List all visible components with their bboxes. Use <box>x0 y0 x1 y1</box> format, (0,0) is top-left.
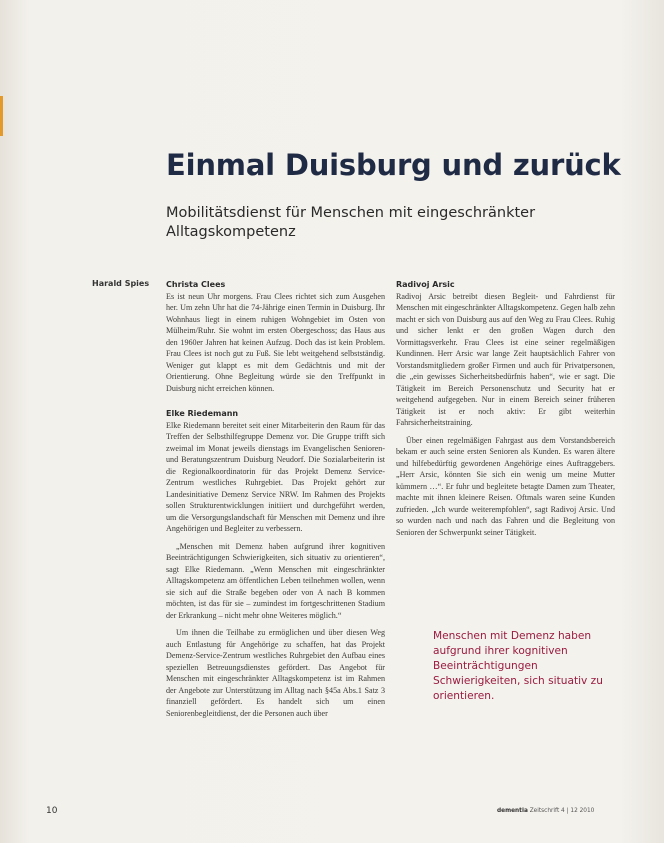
article-subtitle: Mobilitätsdienst für Menschen mit eingeschränkter Alltagskompetenz <box>166 205 536 240</box>
section-heading-christa: Christa Clees <box>166 280 226 289</box>
article-title: Einmal Duisburg und zurück <box>166 148 621 182</box>
footer-publication <box>497 808 594 814</box>
paragraph-elke-3: Um ihnen die Teilhabe zu ermöglichen und über diesen Weg auch Entlastung für Angehörige zu schaffen, hat das Projekt Demenz-Service-Zentrum westliches Ruhrgebiet den Aufbau eines speziellen Betreuungsdienstes gefördert. Das Angebot für Menschen mit eingeschränkter Alltagskompetenz ist im Rahmen der Angebote zur Unterstützung im Alltag nach §45a Abs.1 Satz 3 finanziell gefördert. Es handelt sich um einen Seniorenbegleitdienst, der die Personen auch über <box>166 628 385 718</box>
pull-quote: Menschen mit Demenz haben aufgrund ihrer kognitiven Beeinträchtigungen Schwierigkeiten, sich situativ zu orientieren. <box>433 630 603 702</box>
paragraph-christa: Es ist neun Uhr morgens. Frau Clees richtet sich zum Ausgehen her. Um zehn Uhr hat die 74-Jährige einen Termin in Duisburg. Ihr Wohnhaus liegt in einem ruhigen Wohngebiet im Osten von Mülheim/Ruhr. Sie wohnt im ersten Obergeschoss; das Haus aus den 1960er Jahren hat keinen Aufzug. Doch das ist kein Problem. Frau Clees ist noch gut zu Fuß. Sie lebt weitgehend selbstständig. Weniger gut klappt es mit dem Gedächtnis und mit der Orientierung. Ohne Begleitung würde sie den Treffpunkt in Duisburg nicht erreichen können. <box>166 291 385 393</box>
footer-brand: dementia <box>497 808 528 814</box>
paragraph-radivoj-2: Über einen regelmäßigen Fahrgast aus dem Vorstandsbereich bekam er auch seine ersten Senioren als Kunden. Es waren ältere und hilfebedürftig gewordenen Angehörige eines Auftraggebers. „Herr Arsic, könnten Sie sich ein wenig um meine Mutter kümmern …“. Er fuhr und begleitete betagte Damen zum Theater, machte mit ihnen kleinere Reisen. Oftmals waren seine Kunden zufrieden. „Ich wurde weiterempfohlen“, sagt Radivoj Arsic. Und so wurden nach und nach das Fahren und die Begleitung von Senioren der Schwerpunkt seiner Tätigkeit. <box>396 435 615 537</box>
paragraph-elke-1: Elke Riedemann bereitet seit einer Mitarbeiterin den Raum für das Treffen der Selbsthilfegruppe Demenz vor. Die Gruppe trifft sich zweimal im Monat jeweils dienstags im Evangelischen Senioren- und Beratungszentrum Duisburg Neudorf. Die Sozialarbeiterin ist die Regionalkoordinatorin für das Projekt Demenz Service-Zentrum westliches Ruhrgebiet. Das Projekt gehört zur Landesinitiative Demenz Service NRW. Im Rahmen des Projekts sollen Strukturentwicklungen initiiert und durchgeführt werden, um die Versorgungslandschaft für Menschen mit Demenz und ihre Angehörigen und Begleiter zu verbessern. <box>166 420 385 533</box>
section-heading-radivoj: Radivoj Arsic <box>396 280 455 289</box>
paragraph-radivoj-1: Radivoj Arsic betreibt diesen Begleit- und Fahrdienst für Menschen mit eingeschränkter Alltagskompetenz. Gegen halb zehn macht er sich von Duisburg aus auf den Weg zu Frau Clees. Ruhig und sicher lenkt er den großen Wagen durch den Vormittagsverkehr. Frau Clees ist eine seiner regelmäßigen Kundinnen. Herr Arsic war lange Zeit hauptsächlich Fahrer von Vorstandsmitgliedern großer Firmen und auch für Privatpersonen, die „ein gewisses Sicherheitsbedürfnis haben“, wie er sagt. Die Tätigkeit im Bereich Personenschutz und Security hat er weitgehend aufgegeben. Nur in einem Bereich seiner früheren Tätigkeit ist er noch aktiv: Er gibt weiterhin Fahrsicherheitstraining. <box>396 291 615 427</box>
page-number: 10 <box>46 806 58 816</box>
paragraph-elke-2: „Menschen mit Demenz haben aufgrund ihrer kognitiven Beeinträchtigungen Schwierigkeiten, sich situativ zu orientieren“, sagt Elke Riedemann. „Wenn Menschen mit eingeschränkter Alltagskompetenz am öffentlichen Leben teilnehmen wollen, wenn sie sich auf die Straße begeben oder von A nach B kommen möchten, ist das für sie – zumindest im fortgeschrittenen Stadium der Erkrankung – nicht mehr ohne Weiteres möglich.“ <box>166 541 385 620</box>
author-name: Harald Spies <box>92 279 150 288</box>
text-column-right <box>396 279 615 544</box>
section-heading-elke: Elke Riedemann <box>166 409 239 418</box>
footer-issue: Zeitschrift 4 | 12 2010 <box>529 808 595 814</box>
page-edge-marker <box>0 96 3 136</box>
text-column-left <box>166 279 385 719</box>
